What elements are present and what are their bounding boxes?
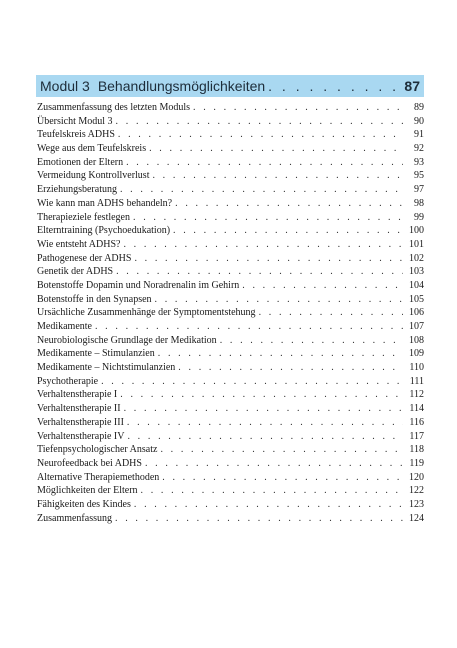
toc-entry-page-number: 97 xyxy=(414,184,424,196)
dot-leader xyxy=(268,75,401,97)
toc-entry-title: Verhaltenstherapie II xyxy=(37,403,121,415)
dot-leader xyxy=(141,484,403,498)
module-header[interactable] xyxy=(36,75,424,97)
dot-leader xyxy=(149,142,403,156)
module-page-number: 87 xyxy=(404,78,420,94)
toc-entry[interactable] xyxy=(36,265,424,279)
table-of-contents xyxy=(36,75,424,525)
dot-leader xyxy=(127,416,403,430)
toc-entry[interactable] xyxy=(36,197,424,211)
toc-entry-title: Neurofeedback bei ADHS xyxy=(37,457,142,469)
toc-entry[interactable] xyxy=(36,320,424,334)
dot-leader xyxy=(242,279,403,293)
toc-entry-page-number: 117 xyxy=(409,430,424,442)
toc-entry[interactable] xyxy=(36,115,424,129)
toc-entry[interactable] xyxy=(36,388,424,402)
toc-entry-page-number: 92 xyxy=(414,143,424,155)
toc-entry[interactable] xyxy=(36,334,424,348)
toc-entry-page-number: 124 xyxy=(409,512,424,524)
toc-entry-title: Wie kann man ADHS behandeln? xyxy=(37,197,173,209)
toc-entry-page-number: 111 xyxy=(409,375,424,387)
toc-entry-title: Emotionen der Eltern xyxy=(37,156,124,168)
toc-entry[interactable] xyxy=(36,142,424,156)
toc-entry[interactable] xyxy=(36,512,424,526)
toc-entry[interactable] xyxy=(36,293,424,307)
toc-entry-page-number: 91 xyxy=(414,129,424,141)
toc-entry-title: Möglichkeiten der Eltern xyxy=(37,485,138,497)
toc-entry-title: Wie entsteht ADHS? xyxy=(37,238,121,250)
toc-entry-title: Verhaltenstherapie I xyxy=(37,389,118,401)
toc-entry[interactable] xyxy=(36,375,424,389)
dot-leader xyxy=(155,293,403,307)
toc-entry-title: Genetik der ADHS xyxy=(37,266,114,278)
toc-entry-title: Tiefenpsychologischer Ansatz xyxy=(37,444,158,456)
dot-leader xyxy=(259,306,403,320)
dot-leader xyxy=(123,238,403,252)
toc-entry-page-number: 120 xyxy=(409,471,424,483)
toc-entry[interactable] xyxy=(36,471,424,485)
dot-leader xyxy=(126,156,403,170)
dot-leader xyxy=(145,457,403,471)
toc-entry-title: Neurobiologische Grundlage der Medikation xyxy=(37,334,217,346)
toc-entry[interactable] xyxy=(36,484,424,498)
dot-leader xyxy=(118,128,403,142)
toc-entry-page-number: 99 xyxy=(414,211,424,223)
dot-leader xyxy=(116,115,403,129)
toc-entry[interactable] xyxy=(36,498,424,512)
toc-entry-page-number: 107 xyxy=(409,321,424,332)
toc-entry-title: Elterntraining (Psychoedukation) xyxy=(37,225,171,237)
toc-entry-title: Pathogenese der ADHS xyxy=(37,252,132,264)
dot-leader xyxy=(101,375,403,389)
dot-leader xyxy=(95,320,403,334)
dot-leader xyxy=(115,512,403,526)
toc-entry-page-number: 100 xyxy=(409,225,424,237)
toc-entry-title: Medikamente xyxy=(37,321,92,332)
toc-entry-page-number: 103 xyxy=(409,266,424,278)
dot-leader xyxy=(120,183,403,197)
toc-entry-title: Wege aus dem Teufelskreis xyxy=(37,143,147,155)
toc-entry-page-number: 89 xyxy=(414,102,424,113)
toc-entry-page-number: 101 xyxy=(409,238,424,250)
toc-entry[interactable] xyxy=(36,224,424,238)
toc-entry-page-number: 112 xyxy=(409,389,424,401)
toc-entry[interactable] xyxy=(36,457,424,471)
toc-entry-title: Therapieziele festlegen xyxy=(37,211,130,223)
toc-entry-title: Ursächliche Zusammenhänge der Symptomentstehung xyxy=(37,307,256,319)
toc-entry-page-number: 95 xyxy=(414,170,424,182)
module-title: Behandlungsmöglichkeiten xyxy=(97,78,266,94)
dot-leader xyxy=(178,361,403,375)
toc-entry[interactable] xyxy=(36,169,424,183)
toc-entry-title: Medikamente – Nichtstimulanzien xyxy=(37,362,176,374)
dot-leader xyxy=(175,197,403,211)
toc-entry-title: Medikamente – Stimulanzien xyxy=(37,348,155,360)
toc-entry[interactable] xyxy=(36,306,424,320)
dot-leader xyxy=(120,388,403,402)
toc-entry-page-number: 98 xyxy=(414,197,424,209)
toc-entry[interactable] xyxy=(36,156,424,170)
dot-leader xyxy=(158,347,403,361)
toc-entry-page-number: 114 xyxy=(409,403,424,415)
dot-leader xyxy=(133,211,403,225)
dot-leader xyxy=(152,169,403,183)
toc-entry-title: Übersicht Modul 3 xyxy=(37,115,113,127)
toc-entry[interactable] xyxy=(36,238,424,252)
toc-entry[interactable] xyxy=(36,347,424,361)
toc-entry[interactable] xyxy=(36,402,424,416)
toc-entry-title: Botenstoffe in den Synapsen xyxy=(37,293,152,305)
toc-entry[interactable] xyxy=(36,101,424,115)
dot-leader xyxy=(116,265,403,279)
dot-leader xyxy=(162,471,403,485)
toc-entry-page-number: 119 xyxy=(409,457,424,469)
toc-entry-page-number: 105 xyxy=(409,293,424,305)
toc-entry[interactable] xyxy=(36,211,424,225)
toc-entry[interactable] xyxy=(36,252,424,266)
dot-leader xyxy=(193,101,403,115)
dot-leader xyxy=(134,252,403,266)
toc-entry-title: Erziehungsberatung xyxy=(37,184,117,196)
toc-entry-title: Fähigkeiten des Kindes xyxy=(37,498,131,510)
toc-entry-title: Teufelskreis ADHS xyxy=(37,129,115,141)
toc-entry-page-number: 93 xyxy=(414,156,424,168)
toc-entry-page-number: 122 xyxy=(409,485,424,497)
toc-entry[interactable] xyxy=(36,361,424,375)
module-label: Modul 3 xyxy=(40,78,90,94)
toc-entry-title: Vermeidung Kontrollverlust xyxy=(37,170,150,182)
toc-entry-page-number: 109 xyxy=(409,348,424,360)
toc-entry-page-number: 90 xyxy=(414,115,424,127)
dot-leader xyxy=(134,498,403,512)
dot-leader xyxy=(127,430,403,444)
toc-entry-page-number: 106 xyxy=(409,307,424,319)
toc-entry-page-number: 118 xyxy=(409,444,424,456)
toc-entry-page-number: 123 xyxy=(409,498,424,510)
toc-entry-title: Zusammenfassung des letzten Moduls xyxy=(37,102,191,113)
toc-entry-title: Zusammenfassung xyxy=(37,512,112,524)
toc-entry[interactable] xyxy=(36,183,424,197)
dot-leader xyxy=(173,224,403,238)
toc-entry-title: Verhaltenstherapie III xyxy=(37,416,124,428)
toc-entry-title: Psychotherapie xyxy=(37,375,99,387)
toc-entry-page-number: 102 xyxy=(409,252,424,264)
dot-leader xyxy=(124,402,403,416)
toc-entry-page-number: 110 xyxy=(409,362,424,374)
toc-entry[interactable] xyxy=(36,443,424,457)
toc-entry[interactable] xyxy=(36,430,424,444)
dot-leader xyxy=(160,443,403,457)
toc-entry-page-number: 104 xyxy=(409,279,424,291)
toc-entry-list xyxy=(36,97,424,525)
toc-entry-title: Verhaltenstherapie IV xyxy=(37,430,125,442)
toc-entry-page-number: 116 xyxy=(409,416,424,428)
toc-entry[interactable] xyxy=(36,128,424,142)
dot-leader xyxy=(220,334,403,348)
toc-entry-title: Alternative Therapiemethoden xyxy=(37,471,160,483)
toc-entry-page-number: 108 xyxy=(409,334,424,346)
toc-entry-title: Botenstoffe Dopamin und Noradrenalin im Gehirn xyxy=(37,279,240,291)
toc-entry[interactable] xyxy=(36,279,424,293)
toc-entry[interactable] xyxy=(36,416,424,430)
